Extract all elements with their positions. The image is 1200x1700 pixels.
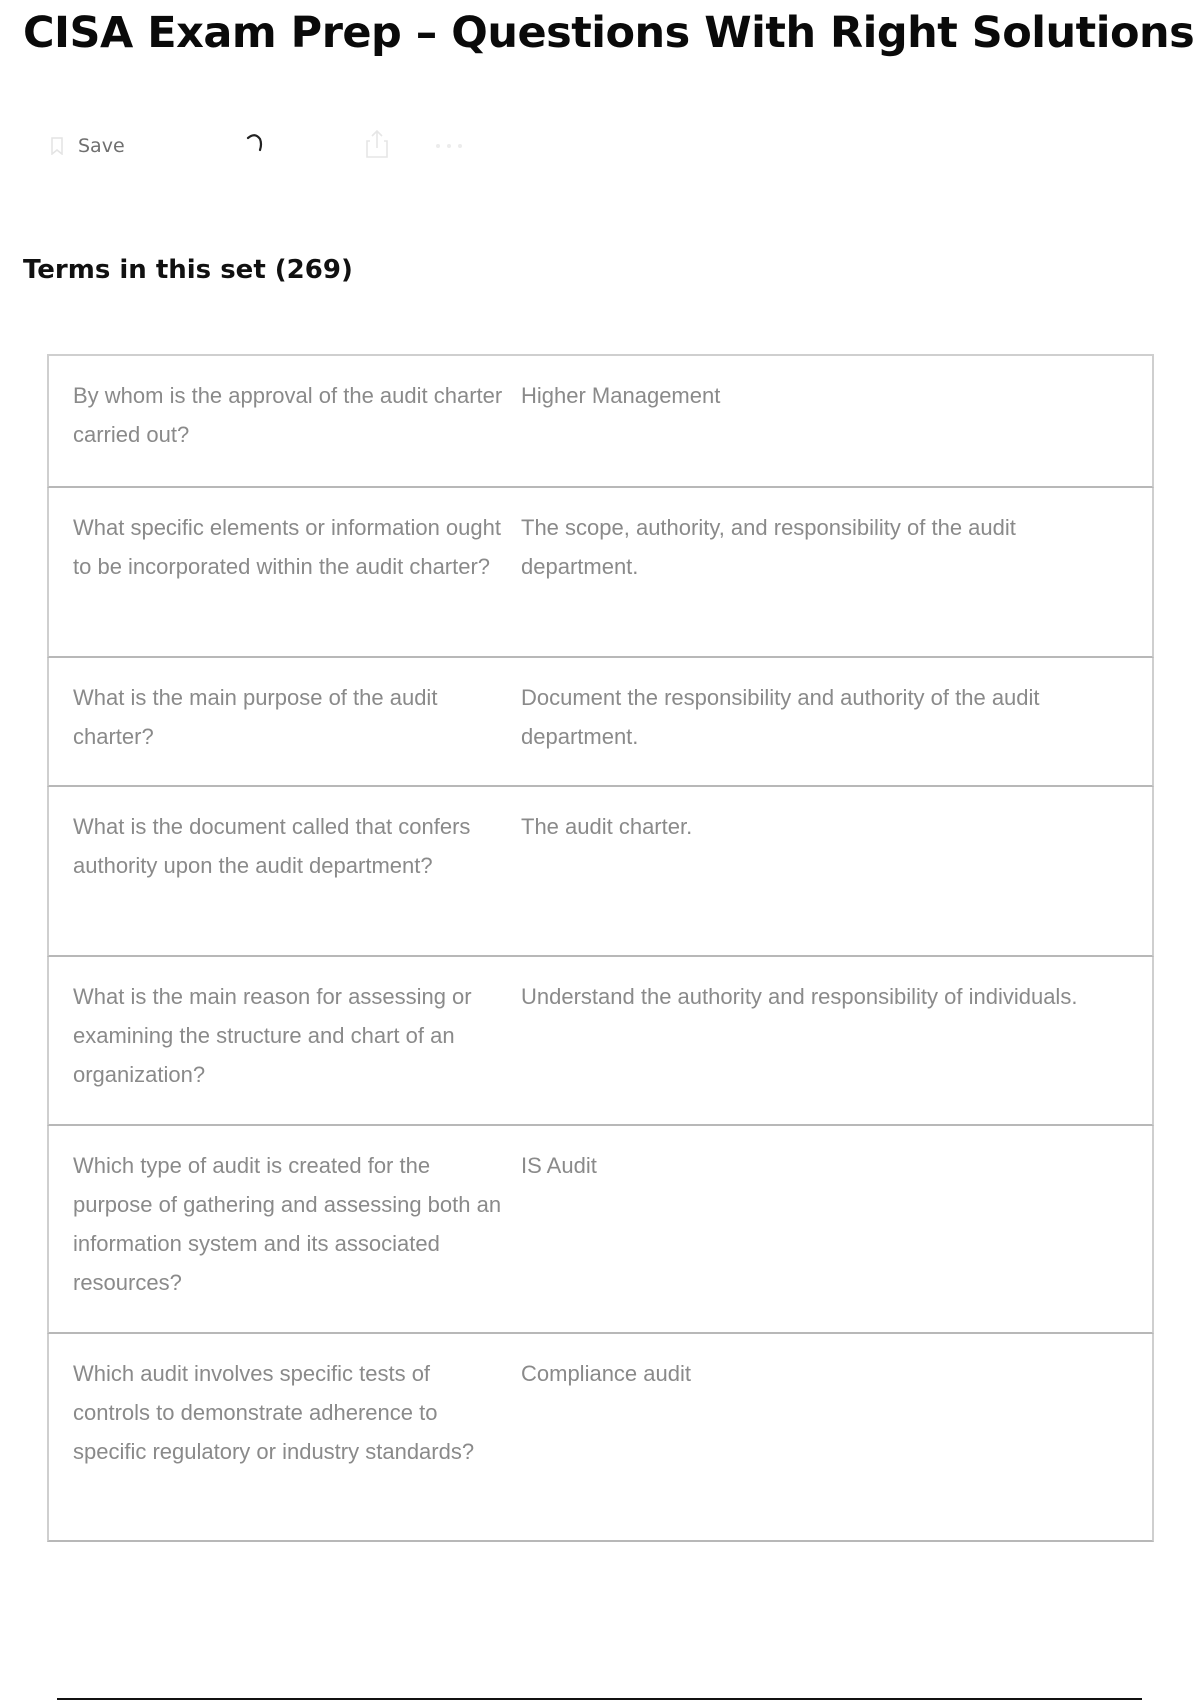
term-answer: Higher Management — [521, 383, 721, 408]
term-row — [47, 658, 1154, 787]
term-question: What is the main purpose of the audit charter? — [73, 685, 438, 749]
term-question: Which audit involves specific tests of controls to demonstrate adherence to specific regulatory or industry standards? — [73, 1361, 475, 1464]
more-options-icon — [434, 137, 464, 155]
term-row — [47, 488, 1154, 658]
term-row — [47, 787, 1154, 957]
term-answer: IS Audit — [521, 1153, 597, 1178]
term-row — [47, 356, 1154, 488]
terms-count-heading: Terms in this set (269) — [23, 255, 353, 285]
save-button[interactable] — [50, 128, 125, 164]
more-options-button[interactable] — [434, 128, 464, 164]
term-row — [47, 1126, 1154, 1334]
term-row — [47, 957, 1154, 1126]
term-question: What specific elements or information ought to be incorporated within the audit charter? — [73, 515, 501, 579]
term-row — [47, 1334, 1154, 1542]
loading-spinner-icon — [240, 129, 270, 164]
toolbar — [50, 128, 490, 164]
term-answer: The scope, authority, and responsibility of the audit department. — [521, 515, 1016, 579]
loading-indicator — [240, 128, 270, 164]
page-title: CISA Exam Prep – Questions With Right Solutions — [23, 8, 1195, 58]
term-question: What is the main reason for assessing or examining the structure and chart of an organization? — [73, 984, 472, 1087]
term-answer: The audit charter. — [521, 814, 693, 839]
term-question: What is the document called that confers authority upon the audit department? — [73, 814, 471, 878]
term-question: Which type of audit is created for the purpose of gathering and assessing both an information system and its associated resources? — [73, 1153, 502, 1295]
bookmark-icon — [50, 137, 64, 155]
share-icon — [364, 129, 390, 164]
share-button[interactable] — [364, 128, 390, 164]
term-answer: Document the responsibility and authority of the audit department. — [521, 685, 1040, 749]
terms-table — [47, 354, 1154, 1542]
term-answer: Understand the authority and responsibility of individuals. — [521, 984, 1078, 1009]
save-label: Save — [78, 135, 125, 157]
term-question: By whom is the approval of the audit charter carried out? — [73, 383, 503, 447]
term-answer: Compliance audit — [521, 1361, 691, 1386]
